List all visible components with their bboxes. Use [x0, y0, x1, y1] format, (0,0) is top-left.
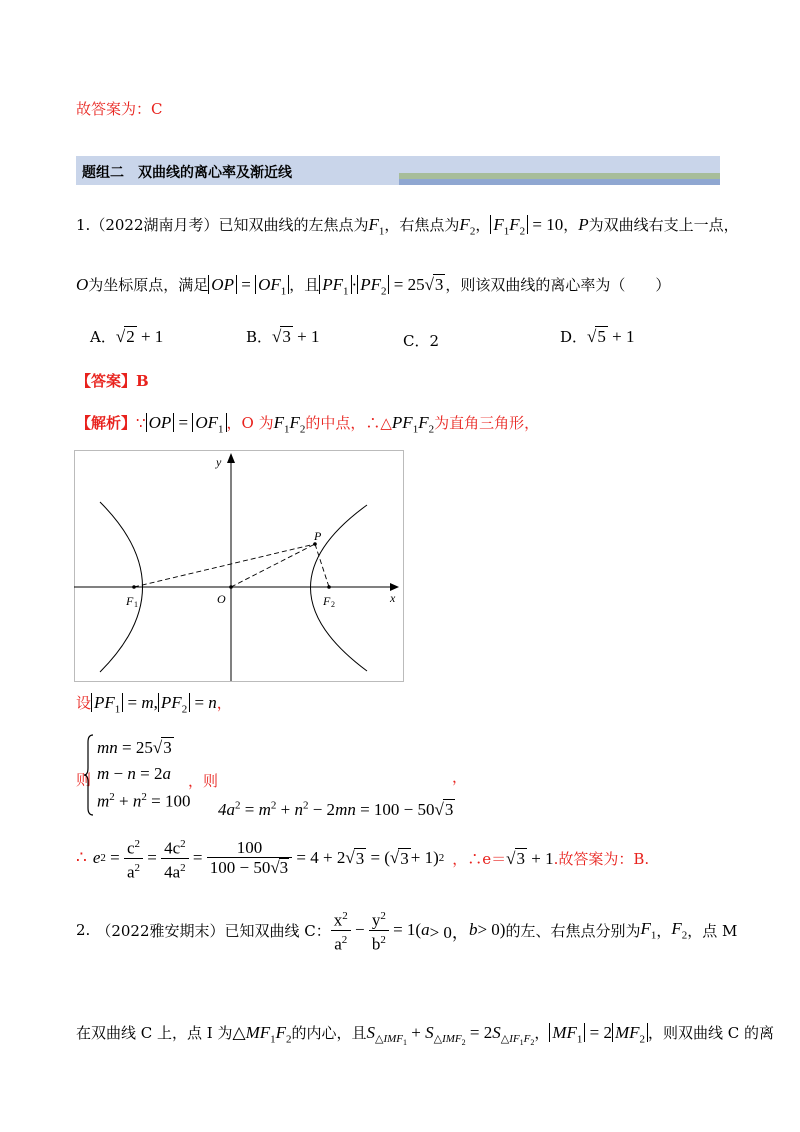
- label-F2: F: [323, 594, 331, 608]
- option-a[interactable]: [90, 326, 163, 347]
- option-b-label: B．: [246, 328, 273, 346]
- set-label: 设: [76, 694, 92, 712]
- q1-text: ，右焦点为: [384, 216, 460, 234]
- because-symbol: ∵: [136, 414, 146, 432]
- option-b-value: √3 + 1: [272, 327, 320, 346]
- q2-line-2: [76, 1022, 774, 1048]
- point-O: [229, 585, 233, 589]
- label-F2-sub: 2: [331, 600, 335, 609]
- q1-number: 1.: [76, 216, 91, 234]
- math-set-mn: $PF_1 = m$, $PF_2 = n$: [91, 693, 217, 712]
- q1-text: 已知双曲线的左焦点为: [218, 216, 369, 234]
- point-F2: [327, 585, 331, 589]
- previous-answer: 故答案为：C: [76, 100, 163, 118]
- label-y: y: [216, 455, 222, 469]
- figure-frame: [75, 451, 404, 682]
- math-OP-eq-OF1-b: OP = $OF_1$: [146, 413, 227, 432]
- q1-text: 为坐标原点，满足: [88, 276, 209, 294]
- analysis-label: 【解析】: [76, 414, 137, 432]
- q1-text: ，且: [289, 276, 320, 294]
- math-P: P: [578, 215, 589, 234]
- answer-label: 【答案】B: [76, 372, 149, 390]
- then-label-2: ，则: [188, 772, 219, 790]
- analysis-text: ，O 为: [226, 414, 274, 432]
- q2-text: ，: [656, 921, 672, 940]
- comma: ，: [216, 694, 232, 712]
- math-F1-q2: $F_1$: [640, 918, 657, 942]
- q2-text: 已知双曲线 C：: [224, 921, 331, 940]
- math-triangle-MF1F2: $\triangle MF_1F_2$: [232, 1023, 292, 1046]
- q2-text: ，则双曲线 C 的离: [648, 1024, 775, 1042]
- therefore-symbol: ∴: [76, 848, 87, 868]
- math-e-squared: e 2 = $\frac{c^2}{a^2}$ = $\frac{4c^2}{4a^2}$ = $\frac{100}{100 - 50√3}$ = 4 + 2√ 3 = (√ 3 + 1) 2: [93, 835, 444, 881]
- q2-text: 的左、右焦点分别为: [505, 921, 641, 940]
- label-P: P: [314, 529, 322, 543]
- analysis-text: 的中点，∴△: [305, 414, 392, 432]
- math-F1F2: $F_1F_2$: [273, 413, 306, 436]
- math-F1: $F_1$: [368, 215, 385, 238]
- option-c[interactable]: [403, 330, 439, 351]
- comma-2: ，: [452, 768, 468, 786]
- label-F1: F: [126, 594, 134, 608]
- q1-text: ，: [563, 216, 579, 234]
- set-line: [76, 692, 232, 715]
- q1-text: 为双曲线右支上一点，: [588, 216, 739, 234]
- option-d[interactable]: [560, 326, 634, 347]
- eq-m2-n2: $m^2 + n^2 = 100$: [97, 791, 191, 811]
- x-axis-arrow: [390, 583, 399, 591]
- y-axis-arrow: [227, 453, 235, 463]
- q2-text: ，: [534, 1024, 550, 1042]
- option-d-value: √5 + 1: [587, 327, 635, 346]
- banner-stripe: [399, 179, 720, 185]
- q1-text: ，: [475, 216, 491, 234]
- eq-4a2: $4a^2 = m^2 + n^2 - 2mn = 100 - 50√3$: [218, 799, 454, 819]
- option-a-value: √2 + 1: [115, 327, 164, 346]
- q2-source: （2022雅安期末）: [96, 921, 225, 940]
- q2-text: 在双曲线 C 上，点 I 为: [76, 1024, 233, 1042]
- option-a-label: A．: [90, 328, 116, 346]
- option-c-label: C．2: [403, 332, 440, 350]
- eq-m-minus-n: m − n = 2a: [97, 764, 171, 783]
- section-header: [76, 156, 720, 185]
- math-F1F2-eq-10: $F_1F_2 = 10$: [490, 215, 563, 234]
- line-OP: [231, 544, 315, 587]
- label-O: O: [217, 592, 226, 606]
- analysis-text: 为直角三角形，: [434, 414, 540, 432]
- option-b[interactable]: [246, 326, 319, 347]
- q2-number: 2.: [76, 921, 91, 939]
- math-hyperbola-equation: $\frac{x^2}{a^2}$ − $\frac{y^2}{b^2}$ = 1( a > 0， b > 0): [331, 907, 506, 953]
- q1-line-2: [76, 274, 670, 297]
- math-OP-eq-OF1: OP = $OF_1$: [208, 275, 289, 294]
- q1-text: ，则该双曲线的离心率为（ ）: [445, 276, 671, 294]
- conclusion: .故答案为：B.: [553, 849, 650, 868]
- q1-line-1: [76, 214, 739, 237]
- q2-line-1: [76, 908, 737, 952]
- math-e-value: √3 + 1: [506, 848, 554, 868]
- eq-mn: mn = 25√3: [97, 738, 172, 757]
- therefore-e: ，∴e＝: [452, 849, 507, 868]
- q1-source: （2022湖南月考）: [90, 216, 219, 234]
- math-area-relation: $S_{\triangle IMF_1} + S_{\triangle IMF_2} = 2S_{\triangle IF_1F_2}$: [366, 1023, 535, 1048]
- math-F2-q2: $F_2$: [671, 918, 688, 942]
- math-O: O: [76, 275, 89, 294]
- math-PF1-PF2-product: $PF_1 \cdot PF_2 = 25√3$: [319, 275, 445, 294]
- eccentricity-line: [76, 836, 649, 880]
- label-x: x: [390, 591, 396, 605]
- label-F1-sub: 1: [134, 600, 138, 609]
- line-F1P: [134, 544, 315, 587]
- q2-text: ，点 M: [687, 921, 738, 940]
- hyperbola-figure: [74, 450, 404, 682]
- q2-text: 的内心，且: [291, 1024, 367, 1042]
- math-PF1F2: $PF_1F_2$: [391, 413, 435, 436]
- option-d-label: D．: [560, 328, 588, 346]
- section-title: 题组二 双曲线的离心率及渐近线: [82, 165, 292, 181]
- system-brace: [84, 734, 94, 816]
- then-label: 则: [76, 771, 92, 789]
- analysis-line: [76, 412, 539, 435]
- point-F1: [132, 585, 136, 589]
- math-MF1-eq-2MF2: $MF_1 = 2$ $MF_2$: [549, 1023, 648, 1042]
- math-F2: $F_2$: [459, 215, 476, 238]
